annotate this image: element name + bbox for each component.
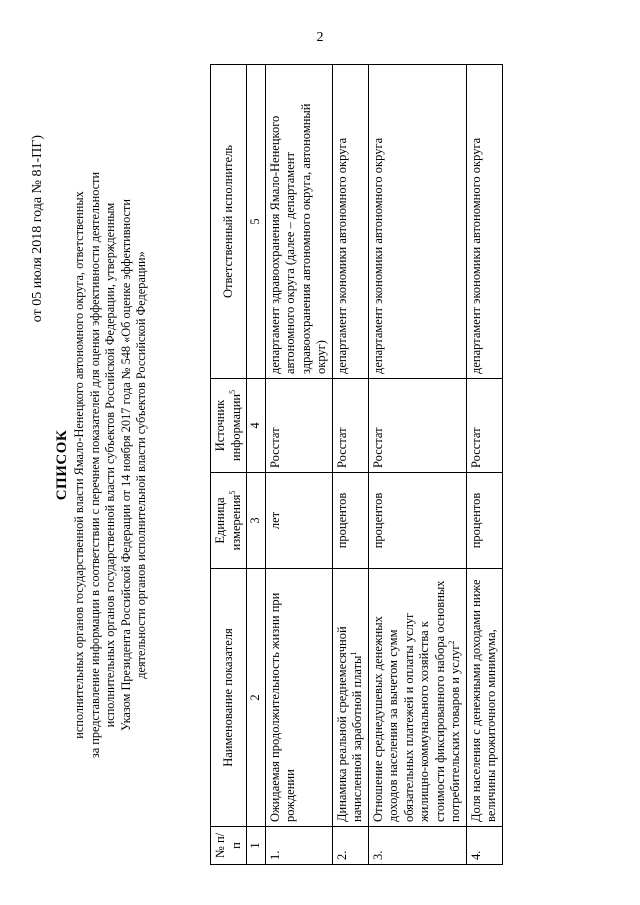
row-indicator-name: Ожидаемая продолжительность жизни при рождении bbox=[265, 569, 332, 827]
row-unit: лет bbox=[265, 473, 332, 569]
header-num: № п/п bbox=[211, 827, 247, 865]
row-executor: департамент здравоохранения Ямало-Ненецкого автономного округа (далее – департамент здравоохранения автономного округа, автономный округ) bbox=[265, 65, 332, 379]
table-row bbox=[265, 65, 332, 865]
row-num: 3. bbox=[368, 827, 466, 865]
row-unit: процентов bbox=[368, 473, 466, 569]
header-unit-text: Единица измерения bbox=[213, 494, 243, 551]
column-number: 1 bbox=[247, 827, 266, 865]
column-number: 5 bbox=[247, 65, 266, 379]
row-indicator-name: Отношение среднедушевых денежных доходов населения за вычетом сумм обязательных платежей и оплаты услуг жилищно-коммунального хозяйства к стоимости фиксированного набора основных потребительских товаров и услуг$^2$ bbox=[368, 569, 466, 827]
row-unit: процентов bbox=[466, 473, 502, 569]
row-source: Росстат bbox=[466, 379, 502, 473]
table-row bbox=[368, 65, 466, 865]
column-number-row bbox=[247, 65, 266, 865]
row-indicator-name: Доля населения с денежными доходами ниже величины прожиточного минимума, bbox=[466, 569, 502, 827]
row-source: Росстат bbox=[332, 379, 368, 473]
header-executor: Ответственный исполнитель bbox=[211, 65, 247, 379]
table-header-row bbox=[211, 65, 247, 865]
document-subtitle bbox=[72, 95, 150, 835]
document-title: СПИСОК bbox=[54, 429, 70, 501]
header-unit-footnote: 5 bbox=[227, 490, 237, 495]
row-executor: департамент экономики автономного округа bbox=[466, 65, 502, 379]
row-num: 4. bbox=[466, 827, 502, 865]
header-source-text: Источник информации bbox=[213, 393, 243, 462]
page-number: 2 bbox=[316, 30, 324, 45]
subtitle-line: деятельности органов исполнительной власти субъектов Российской Федерации» bbox=[134, 251, 148, 679]
subtitle-line: за представление информации в соответствии с перечнем показателей для оценки эффективности деятельности bbox=[87, 171, 102, 759]
row-executor: департамент экономики автономного округа bbox=[332, 65, 368, 379]
document-date-line: от 05 июля 2018 года № 81-ПГ) bbox=[30, 135, 45, 323]
column-number: 4 bbox=[247, 379, 266, 473]
header-source-footnote: 5 bbox=[227, 389, 237, 394]
row-source: Росстат bbox=[368, 379, 466, 473]
table-row bbox=[466, 65, 502, 865]
row-unit: процентов bbox=[332, 473, 368, 569]
header-unit bbox=[211, 473, 247, 569]
subtitle-line: Указом Президента Российской Федерации от 14 ноября 2017 года № 548 «Об оценке эффективности bbox=[118, 199, 133, 731]
row-indicator-name: Динамика реальной среднемесячной начисленной заработной платы$^1$ bbox=[332, 569, 368, 827]
table-row bbox=[332, 65, 368, 865]
header-source bbox=[211, 379, 247, 473]
row-source: Росстат bbox=[265, 379, 332, 473]
responsibility-table bbox=[210, 64, 503, 865]
column-number: 2 bbox=[247, 569, 266, 827]
subtitle-line: исполнительных органов государственной власти субъектов Российской Федерации, утвержденным bbox=[103, 202, 117, 728]
row-num: 2. bbox=[332, 827, 368, 865]
header-indicator-name: Наименование показателя bbox=[211, 569, 247, 827]
row-num: 1. bbox=[265, 827, 332, 865]
row-executor: департамент экономики автономного округа bbox=[368, 65, 466, 379]
subtitle-line: исполнительных органов государственной власти Ямало-Ненецкого автономного округа, ответственных bbox=[72, 191, 86, 739]
rotated-page-content bbox=[30, 65, 590, 865]
column-number: 3 bbox=[247, 473, 266, 569]
